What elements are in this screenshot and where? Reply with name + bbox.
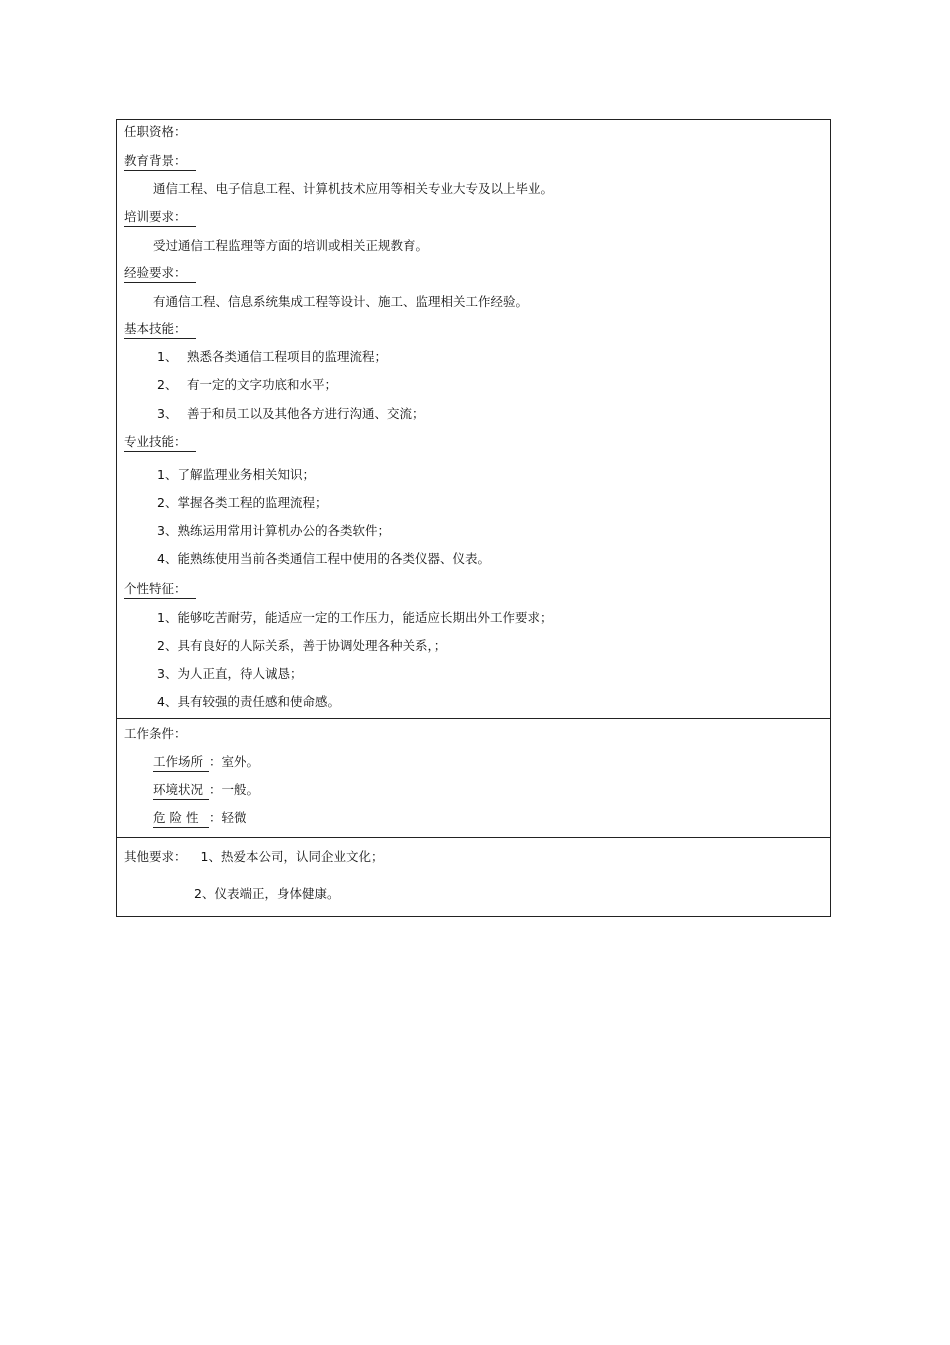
education-label: 教育背景： (124, 153, 196, 171)
basic-skills-label: 基本技能： (124, 321, 196, 339)
professional-skill-item: 4、能熟练使用当前各类通信工程中使用的各类仪器、仪表。 (157, 551, 490, 566)
environment-row (153, 782, 259, 800)
working-conditions-section (117, 719, 830, 838)
workplace-value: ：室外。 (209, 754, 260, 769)
hazard-row (153, 810, 247, 828)
personality-item: 3、为人正直，待人诚恳； (157, 666, 303, 681)
conditions-title: 工作条件： (124, 726, 187, 741)
other-item: 1、热爱本公司，认同企业文化； (200, 849, 384, 864)
hazard-label: 危 险 性 (153, 810, 209, 828)
education-text: 通信工程、电子信息工程、计算机技术应用等相关专业大专及以上毕业。 (153, 181, 554, 196)
basic-skill-item: 3、 善于和员工以及其他各方进行沟通、交流； (157, 406, 425, 421)
basic-skill-item: 1、 熟悉各类通信工程项目的监理流程； (157, 349, 388, 364)
hazard-value: ：轻微 (209, 810, 247, 825)
experience-label: 经验要求： (124, 265, 196, 283)
training-label: 培训要求： (124, 209, 196, 227)
professional-skill-item: 1、了解监理业务相关知识； (157, 467, 315, 482)
other-item: 2、仪表端正，身体健康。 (194, 886, 340, 901)
personality-label: 个性特征： (124, 581, 196, 599)
professional-skills-label: 专业技能： (124, 434, 196, 452)
other-requirements-row (124, 849, 383, 865)
workplace-label: 工作场所 (153, 754, 209, 772)
environment-label: 环境状况 (153, 782, 209, 800)
job-requirements-table (116, 119, 831, 917)
other-label: 其他要求： (124, 849, 187, 864)
personality-item: 4、具有较强的责任感和使命感。 (157, 694, 340, 709)
qualifications-title: 任职资格： (124, 124, 187, 139)
qualifications-section (117, 120, 830, 719)
personality-item: 1、能够吃苦耐劳，能适应一定的工作压力，能适应长期出外工作要求； (157, 610, 553, 625)
basic-skill-item: 2、 有一定的文字功底和水平； (157, 377, 338, 392)
environment-value: ：一般。 (209, 782, 260, 797)
experience-text: 有通信工程、信息系统集成工程等设计、施工、监理相关工作经验。 (153, 294, 529, 309)
professional-skill-item: 2、掌握各类工程的监理流程； (157, 495, 328, 510)
professional-skill-item: 3、熟练运用常用计算机办公的各类软件； (157, 523, 390, 538)
other-requirements-section (117, 838, 830, 916)
training-text: 受过通信工程监理等方面的培训或相关正规教育。 (153, 238, 429, 253)
personality-item: 2、具有良好的人际关系，善于协调处理各种关系，； (157, 638, 447, 653)
workplace-row (153, 754, 259, 772)
